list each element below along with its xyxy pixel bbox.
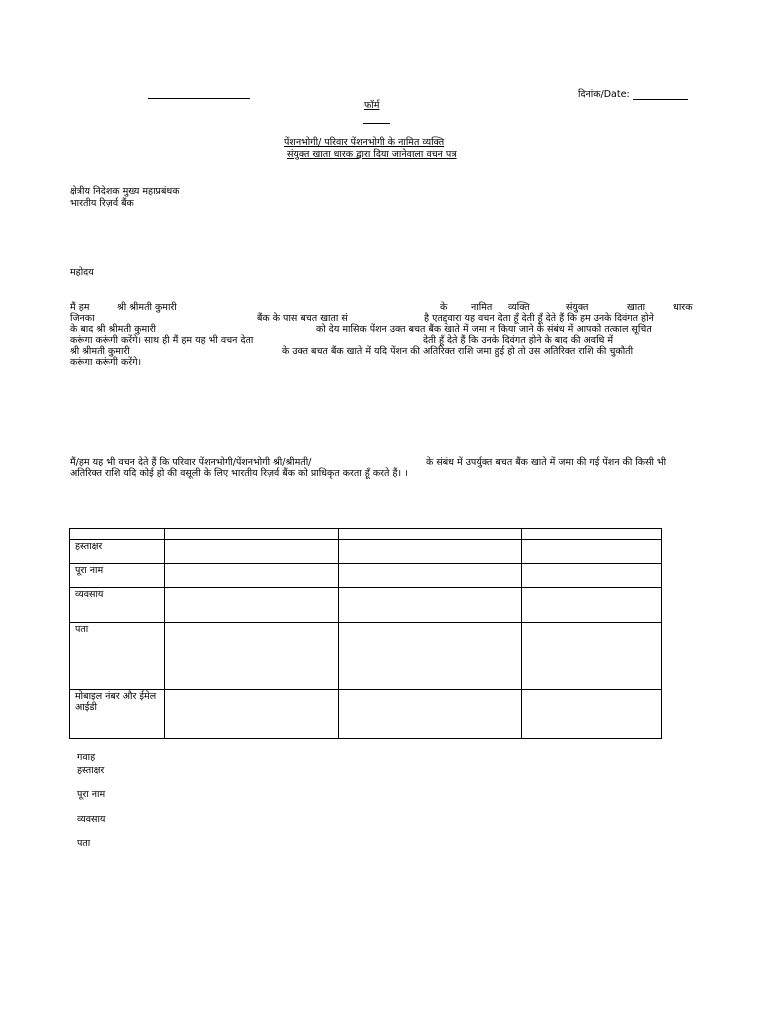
table-cell[interactable] [522,529,662,540]
form-title: फॉर्म [364,100,380,111]
witness-occupation-label: व्यवसाय [77,814,106,825]
para1-line-3 [70,324,698,335]
table-cell[interactable] [522,540,662,564]
row-label-address: पता [70,623,165,690]
para1-line-6 [70,357,698,368]
table-row [70,588,662,623]
table-cell [70,529,165,540]
para2-line-2 [70,468,698,479]
addressee-line-2: भारतीय रिज़र्व बैंक [70,198,134,209]
para1-text: करूंगा करूंगी करेंगे। साथ ही मैं हम यह भी वचन देता [70,335,254,346]
table-cell[interactable] [339,690,522,739]
para1-text: देती हूँ देते हैं कि उनके दिवंगत होने के बाद की अवधि में [423,335,614,346]
table-cell[interactable] [165,540,339,564]
row-label-mobile-email: मोबाइल नंबर और ईमेल आईडी [70,690,165,739]
table-cell[interactable] [339,540,522,564]
para1-text: खाता [627,302,646,313]
para1-line-1 [70,302,698,313]
signatory-details-table [69,528,662,739]
para1-text: के उक्त बचत बैंक खाते में यदि पेंशन की अतिरिक्त राशि जमा हुई हो तो उस अतिरिक्त राशि की चुकौती [282,346,634,357]
table-cell[interactable] [522,623,662,690]
para1-text: धारक [673,302,693,313]
para1-text: व्यक्ति [508,302,530,313]
addressee-line-1: क्षेत्रीय निदेशक मुख्य महाप्रबंधक [70,186,180,197]
para1-text: नामित [471,302,493,313]
heading-line-2: संयुक्त खाता धारक द्वारा दिया जानेवाला वचन पत्र [287,149,457,160]
para1-text: है एतद्द्वारा यह वचन देता हूँ देती हूँ देते हैं कि हम उनके दिवंगत होने [424,313,654,324]
para1-text: बैंक के पास बचत खाता सं [257,313,348,324]
table-cell[interactable] [339,623,522,690]
para1-text: करूंगा करूंगी करेंगे। [70,357,142,368]
heading-line-1: पेंशनभोगी/ परिवार पेंशनभोगी के नामित व्यक्ति [284,137,445,148]
para2-text: के संबंध में उपर्युक्त बचत बैंक खाते में जमा की गई पेंशन की किसी भी [426,457,667,468]
witness-full-name-label: पूरा नाम [77,789,106,800]
table-cell[interactable] [165,623,339,690]
para2-text: मैं/हम यह भी वचन देते हैं कि परिवार पेंशनभोगी/पेंशनभोगी श्री/श्रीमती/ [70,457,312,468]
para1-text: श्री श्रीमती कुमारी [70,346,130,357]
table-cell[interactable] [339,529,522,540]
para2-text: अतिरिक्त राशि यदि कोई हो की वसूली के लिए भारतीय रिज़र्व बैंक को प्राधिकृत करता हूँ करते हैं। । [70,468,408,479]
undertaking-paragraph-1 [70,302,698,368]
table-row [70,623,662,690]
witness-signature-label: हस्ताक्षर [77,765,105,776]
para1-text: श्री श्रीमती कुमारी [117,302,177,313]
undertaking-paragraph-2 [70,457,698,479]
table-row [70,564,662,588]
name-blank-line[interactable] [148,88,250,99]
table-row [70,540,662,564]
para1-line-5 [70,346,698,357]
table-cell[interactable] [339,588,522,623]
table-cell[interactable] [165,690,339,739]
row-label-full-name: पूरा नाम [70,564,165,588]
witness-title: गवाह [77,752,96,763]
witness-address-label: पता [77,838,91,849]
para1-text: के बाद श्री श्रीमती कुमारी [70,324,157,335]
date-label: दिनांक/Date: [578,89,630,100]
form-number-blank[interactable] [363,113,390,124]
table-cell[interactable] [165,564,339,588]
row-label-occupation: व्यवसाय [70,588,165,623]
row-label-signature: हस्ताक्षर [70,540,165,564]
table-cell[interactable] [522,564,662,588]
table-cell[interactable] [339,564,522,588]
date-blank[interactable] [633,89,688,100]
date-field [578,89,688,100]
para2-line-1 [70,457,698,468]
para1-line-2 [70,313,698,324]
table-cell[interactable] [165,588,339,623]
para1-line-4 [70,335,698,346]
table-cell[interactable] [522,690,662,739]
para1-text: संयुक्त [566,302,589,313]
para1-text: जिनका [70,313,95,324]
para1-text: के [440,302,448,313]
salutation: महोदय [70,267,94,278]
table-row [70,690,662,739]
table-header-row [70,529,662,540]
para1-text: मैं हम [70,302,90,313]
table-cell[interactable] [165,529,339,540]
table-cell[interactable] [522,588,662,623]
para1-text: को देय मासिक पेंशन उक्त बचत बैंक खाते में जमा न किया जाने के संबंध में आपको तत्काल सूचित [316,324,652,335]
